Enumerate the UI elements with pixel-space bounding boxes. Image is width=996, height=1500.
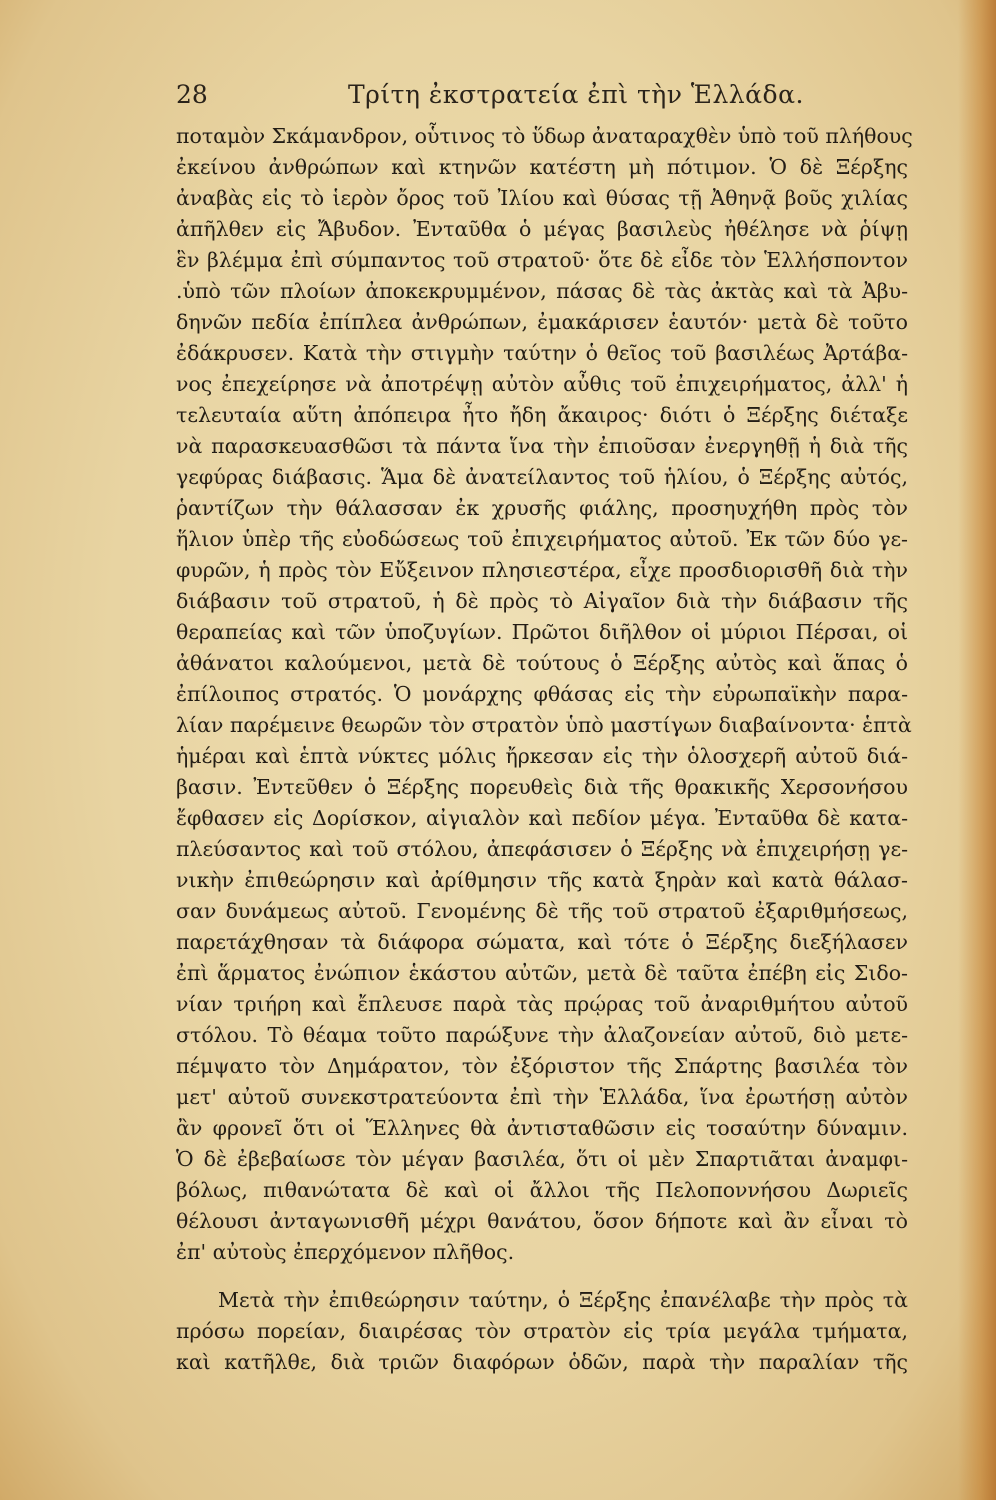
- text-line: στόλου. Τὸ θέαμα τοῦτο παρώξυνε τὴν ἀλαζονείαν αὐτοῦ, διὸ μετε-: [176, 1023, 908, 1047]
- paragraph-2: [176, 1285, 908, 1378]
- text-line: νίαν τριήρη καὶ ἔπλευσε παρὰ τὰς πρῴρας τοῦ ἀναριθμήτου αὐτοῦ: [176, 992, 908, 1016]
- text-line: .ὑπὸ τῶν πλοίων ἀποκεκρυμμένον, πάσας δὲ τὰς ἀκτὰς καὶ τὰ Ἀβυ-: [176, 279, 908, 303]
- text-line: νος ἐπεχείρησε νὰ ἀποτρέψῃ αὐτὸν αὖθις τοῦ ἐπιχειρήματος, ἀλλ' ἡ: [176, 372, 908, 396]
- text-line: ἀθάνατοι καλούμενοι, μετὰ δὲ τούτους ὁ Ξέρξης αὐτὸς καὶ ἅπας ὁ: [176, 651, 908, 675]
- page-number: 28: [176, 80, 208, 109]
- text-line: ἡμέραι καὶ ἑπτὰ νύκτες μόλις ἤρκεσαν εἰς τὴν ὁλοσχερῆ αὐτοῦ διά-: [176, 744, 908, 768]
- text-line: καὶ κατῆλθε, διὰ τριῶν διαφόρων ὁδῶν, παρὰ τὴν παραλίαν τῆς: [176, 1350, 908, 1374]
- text-line: ποταμὸν Σκάμανδρον, οὗτινος τὸ ὕδωρ ἀναταραχθὲν ὑπὸ τοῦ πλήθους: [176, 124, 913, 148]
- text-line: γεφύρας διάβασις. Ἅμα δὲ ἀνατείλαντος τοῦ ἡλίου, ὁ Ξέρξης αὐτός,: [176, 465, 908, 489]
- running-title: Τρίτη ἐκστρατεία ἐπὶ τὴν Ἑλλάδα.: [348, 80, 804, 109]
- text-line: διάβασιν τοῦ στρατοῦ, ἡ δὲ πρὸς τὸ Αἰγαῖον διὰ τὴν διάβασιν τῆς: [176, 589, 908, 613]
- paragraph-gap: [176, 1268, 908, 1285]
- text-line: ἐπίλοιπος στρατός. Ὁ μονάρχης φθάσας εἰς τὴν εὐρωπαϊκὴν παρα-: [176, 682, 908, 706]
- text-line: ἐπὶ ἅρματος ἐνώπιον ἑκάστου αὐτῶν, μετὰ δὲ ταῦτα ἐπέβη εἰς Σιδο-: [176, 961, 908, 985]
- text-line: ἀπῆλθεν εἰς Ἄβυδον. Ἐνταῦθα ὁ μέγας βασιλεὺς ἠθέλησε νὰ ῥίψῃ: [176, 217, 908, 241]
- text-line: ῥαντίζων τὴν θάλασσαν ἐκ χρυσῆς φιάλης, προσηυχήθη πρὸς τὸν: [176, 496, 908, 520]
- text-line: ἐδάκρυσεν. Κατὰ τὴν στιγμὴν ταύτην ὁ θεῖος τοῦ βασιλέως Ἀρτάβα-: [176, 341, 908, 365]
- text-line: Μετὰ τὴν ἐπιθεώρησιν ταύτην, ὁ Ξέρξης ἐπανέλαβε τὴν πρὸς τὰ: [218, 1288, 908, 1312]
- text-line: πέμψατο τὸν Δημάρατον, τὸν ἐξόριστον τῆς Σπάρτης βασιλέα τὸν: [176, 1054, 908, 1078]
- text-line: νὰ παρασκευασθῶσι τὰ πάντα ἵνα τὴν ἐπιοῦσαν ἐνεργηθῇ ἡ διὰ τῆς: [176, 434, 908, 458]
- text-line: πρόσω πορείαν, διαιρέσας τὸν στρατὸν εἰς τρία μεγάλα τμήματα,: [176, 1319, 908, 1343]
- paragraph-1: [176, 121, 913, 1268]
- text-line: Ὁ δὲ ἐβεβαίωσε τὸν μέγαν βασιλέα, ὅτι οἱ μὲν Σπαρτιᾶται ἀναμφι-: [176, 1147, 908, 1171]
- text-line: νικὴν ἐπιθεώρησιν καὶ ἀρίθμησιν τῆς κατὰ ξηρὰν καὶ κατὰ θάλασ-: [176, 868, 908, 892]
- text-line: ἐπ' αὐτοὺς ἐπερχόμενον πλῆθος.: [176, 1240, 515, 1264]
- text-line: βόλως, πιθανώτατα δὲ καὶ οἱ ἄλλοι τῆς Πελοποννήσου Δωριεῖς: [176, 1178, 908, 1202]
- text-line: μετ' αὐτοῦ συνεκστρατεύοντα ἐπὶ τὴν Ἑλλάδα, ἵνα ἐρωτήσῃ αὐτὸν: [176, 1085, 908, 1109]
- text-line: ἀναβὰς εἰς τὸ ἱερὸν ὄρος τοῦ Ἰλίου καὶ θύσας τῇ Ἀθηνᾷ βοῦς χιλίας: [176, 186, 908, 210]
- text-line: πλεύσαντος καὶ τοῦ στόλου, ἀπεφάσισεν ὁ Ξέρξης νὰ ἐπιχειρήσῃ γε-: [176, 837, 908, 861]
- text-line: θεραπείας καὶ τῶν ὑποζυγίων. Πρῶτοι διῆλθον οἱ μύριοι Πέρσαι, οἱ: [176, 620, 908, 644]
- text-line: σαν δυνάμεως αὐτοῦ. Γενομένης δὲ τῆς τοῦ στρατοῦ ἐξαριθμήσεως,: [176, 899, 908, 923]
- text-line: παρετάχθησαν τὰ διάφορα σώματα, καὶ τότε ὁ Ξέρξης διεξήλασεν: [176, 930, 908, 954]
- text-line: ἂν φρονεῖ ὅτι οἱ Ἕλληνες θὰ ἀντισταθῶσιν εἰς τοσαύτην δύναμιν.: [176, 1116, 908, 1140]
- text-line: ἥλιον ὑπὲρ τῆς εὐοδώσεως τοῦ ἐπιχειρήματος αὐτοῦ. Ἐκ τῶν δύο γε-: [176, 527, 908, 551]
- body-text: [176, 121, 913, 1378]
- text-line: ἓν βλέμμα ἐπὶ σύμπαντος τοῦ στρατοῦ· ὅτε δὲ εἶδε τὸν Ἑλλήσποντον: [176, 248, 908, 272]
- text-line: δηνῶν πεδία ἐπίπλεα ἀνθρώπων, ἐμακάρισεν ἑαυτόν· μετὰ δὲ τοῦτο: [176, 310, 908, 334]
- page-header: [176, 80, 908, 116]
- text-line: θέλουσι ἀνταγωνισθῆ μέχρι θανάτου, ὅσον δήποτε καὶ ἂν εἶναι τὸ: [176, 1209, 908, 1233]
- text-line: βασιν. Ἐντεῦθεν ὁ Ξέρξης πορευθεὶς διὰ τῆς θρακικῆς Χερσονήσου: [176, 775, 908, 799]
- text-line: τελευταία αὕτη ἀπόπειρα ἦτο ἤδη ἄκαιρος· διότι ὁ Ξέρξης διέταξε: [176, 403, 908, 427]
- text-line: ἔφθασεν εἰς Δορίσκον, αἰγιαλὸν καὶ πεδίον μέγα. Ἐνταῦθα δὲ κατα-: [176, 806, 908, 830]
- text-line: φυρῶν, ἡ πρὸς τὸν Εὔξεινον πλησιεστέρα, εἶχε προσδιορισθῆ διὰ τὴν: [176, 558, 908, 582]
- text-line: ἐκείνου ἀνθρώπων καὶ κτηνῶν κατέστη μὴ πότιμον. Ὁ δὲ Ξέρξης: [176, 155, 908, 179]
- text-line: λίαν παρέμεινε θεωρῶν τὸν στρατὸν ὑπὸ μαστίγων διαβαίνοντα· ἑπτὰ: [176, 713, 912, 737]
